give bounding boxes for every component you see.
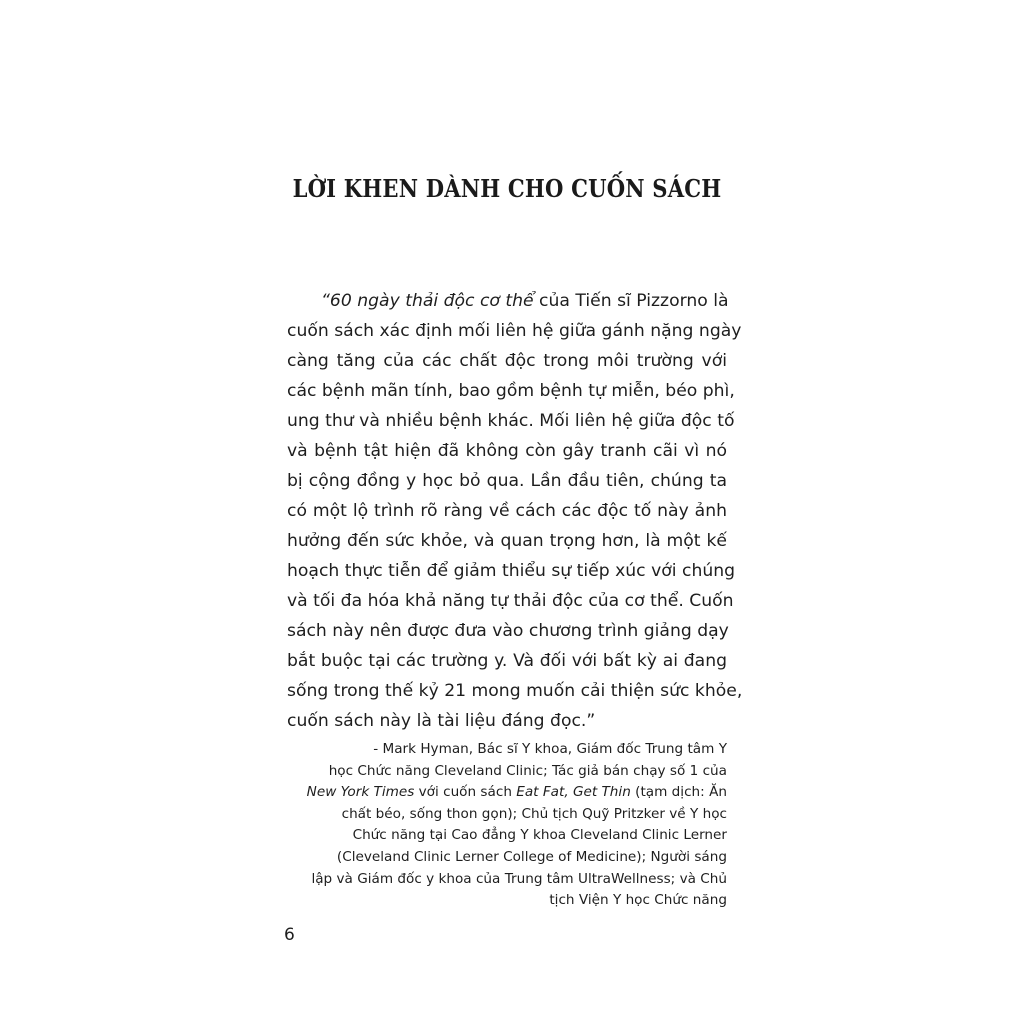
quote-text: của Tiến sĩ Pizzorno là <box>533 291 729 311</box>
quote-line: có một lộ trình rõ ràng về cách các độc tố này ảnh <box>287 501 727 521</box>
quote-line: càng tăng của các chất độc trong môi trường với <box>287 351 727 371</box>
attribution-line: (Cleveland Clinic Lerner College of Medicine); Người sáng <box>336 848 727 865</box>
quote-line: và tối đa hóa khả năng tự thải độc của cơ thể. Cuốn <box>287 591 734 611</box>
praise-quote <box>287 286 743 736</box>
quote-line: các bệnh mãn tính, bao gồm bệnh tự miễn, béo phì, <box>287 381 735 401</box>
attribution-line: tịch Viện Y học Chức năng <box>549 892 727 909</box>
book-title-italic: Eat Fat, Get Thin <box>516 784 631 801</box>
quote-line <box>287 286 727 316</box>
attribution-line <box>250 782 727 804</box>
attribution-line: lập và Giám đốc y khoa của Trung tâm UltraWellness; và Chủ <box>311 870 727 887</box>
attribution-line: Chức năng tại Cao đẳng Y khoa Cleveland Clinic Lerner <box>352 827 727 844</box>
quote-attribution <box>250 739 727 912</box>
page-title: LỜI KHEN DÀNH CHO CUỐN SÁCH <box>292 174 722 203</box>
attribution-line: chất béo, sống thon gọn); Chủ tịch Quỹ Pritzker về Y học <box>341 805 727 822</box>
attribution-text: với cuốn sách <box>414 784 517 801</box>
quote-line: sách này nên được đưa vào chương trình giảng dạy <box>287 621 729 641</box>
quote-line: hoạch thực tiễn để giảm thiểu sự tiếp xúc với chúng <box>287 561 736 581</box>
quote-line: sống trong thế kỷ 21 mong muốn cải thiện sức khỏe, <box>287 681 743 701</box>
attribution-line: học Chức năng Cleveland Clinic; Tác giả bán chạy số 1 của <box>328 762 727 779</box>
quote-line: ung thư và nhiều bệnh khác. Mối liên hệ giữa độc tố <box>287 411 735 431</box>
attribution-text: (tạm dịch: Ăn <box>630 784 727 801</box>
quote-line: cuốn sách xác định mối liên hệ giữa gánh nặng ngày <box>287 321 742 341</box>
quote-line: cuốn sách này là tài liệu đáng đọc.” <box>287 711 596 731</box>
quote-line: và bệnh tật hiện đã không còn gây tranh cãi vì nó <box>287 441 727 461</box>
quote-line: bắt buộc tại các trường y. Và đối với bất kỳ ai đang <box>287 651 727 671</box>
publication-italic: New York Times <box>306 784 415 801</box>
quote-line: bị cộng đồng y học bỏ qua. Lần đầu tiên, chúng ta <box>287 471 727 491</box>
attribution-line: - Mark Hyman, Bác sĩ Y khoa, Giám đốc Trung tâm Y <box>373 741 727 757</box>
book-title-italic: “60 ngày thải độc cơ thể <box>321 291 534 311</box>
page-number: 6 <box>284 925 295 945</box>
quote-line: hưởng đến sức khỏe, và quan trọng hơn, là một kế <box>287 531 727 551</box>
